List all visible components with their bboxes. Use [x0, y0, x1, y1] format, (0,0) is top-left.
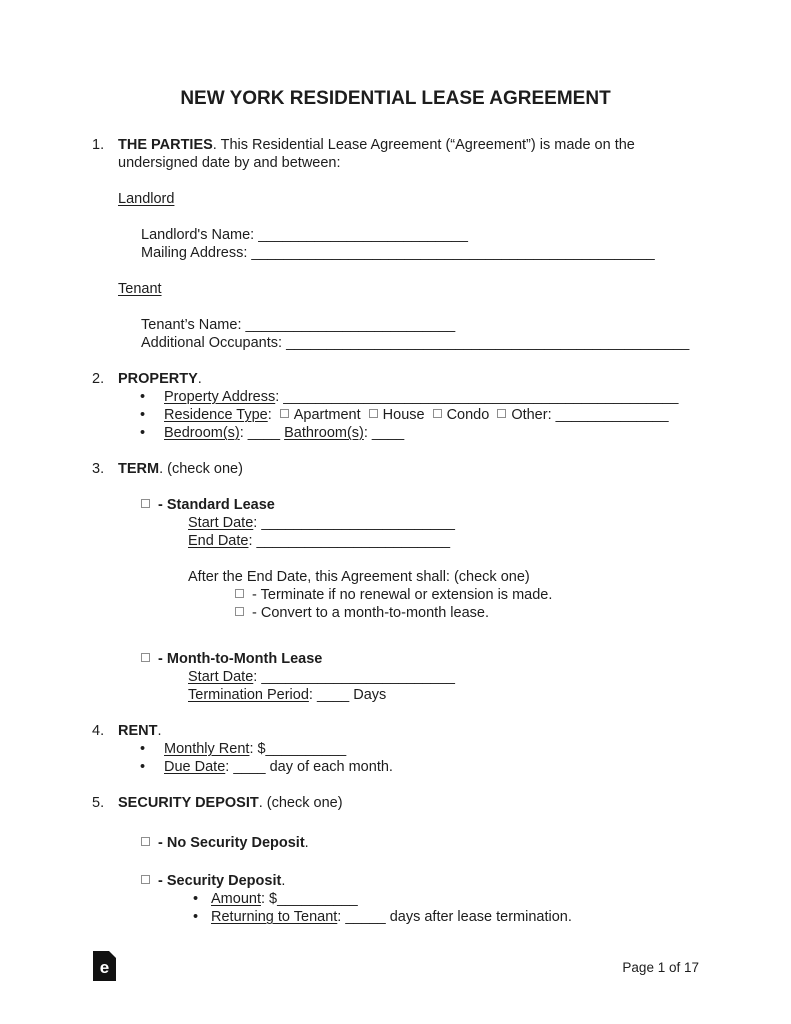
- bullet-icon: •: [140, 425, 146, 441]
- parties-intro-text-1: . This Residential Lease Agreement (“Agreement”) is made on the: [212, 137, 635, 153]
- termination-period-blank: : ____ Days: [308, 687, 387, 703]
- bathrooms-label: Bathroom(s): [284, 425, 364, 441]
- bullet-icon: •: [140, 407, 146, 423]
- standard-lease-label: - Standard Lease: [158, 497, 275, 513]
- deposit-amount-blank: : $__________: [260, 891, 358, 907]
- condo-checkbox: [433, 409, 442, 418]
- returning-to-tenant-line: [193, 908, 699, 926]
- section-parties-number: 1.: [92, 137, 105, 153]
- section-rent-heading: RENT: [118, 723, 158, 739]
- section-term-heading-suffix: . (check one): [159, 461, 243, 477]
- convert-option-line: [235, 604, 699, 622]
- section-security-deposit: [92, 794, 699, 812]
- residence-type-label: Residence Type: [164, 407, 268, 423]
- no-security-deposit-option-line: [141, 834, 699, 852]
- property-address-blank: : _________________________________________________: [275, 389, 679, 405]
- residence-type-line: [140, 406, 699, 424]
- section-property-heading-line: [118, 370, 202, 388]
- mtm-start-date-line: [188, 668, 699, 686]
- property-address-line: [140, 388, 699, 406]
- additional-occupants-label: Additional Occupants: [141, 335, 279, 351]
- parties-intro-line-1: [118, 136, 635, 154]
- tenant-name-blank: : __________________________: [237, 317, 456, 333]
- security-deposit-option-line: [141, 872, 699, 890]
- tenant-name-label: Tenant’s Name: [141, 317, 238, 333]
- bullet-icon: •: [193, 909, 199, 925]
- apartment-option-label: Apartment: [293, 407, 361, 423]
- section-security-deposit-heading-suffix: . (check one): [258, 795, 343, 811]
- termination-period-line: [188, 686, 699, 704]
- monthly-rent-line: [140, 740, 699, 758]
- due-date-line: [140, 758, 699, 776]
- security-deposit-checkbox: [141, 875, 150, 884]
- landlord-name-blank: : __________________________: [250, 227, 468, 243]
- section-term: [92, 460, 699, 478]
- termination-period-label: Termination Period: [188, 687, 309, 703]
- bedrooms-label: Bedroom(s): [164, 425, 240, 441]
- mtm-start-date-label: Start Date: [188, 669, 254, 685]
- additional-occupants-line: [141, 334, 699, 352]
- additional-occupants-blank: : __________________________________________________: [278, 335, 690, 351]
- section-term-heading: TERM: [118, 461, 160, 477]
- bathrooms-blank: : ____: [363, 425, 405, 441]
- convert-option-label: - Convert to a month-to-month lease.: [252, 605, 489, 621]
- landlord-name-line: [141, 226, 699, 244]
- property-address-label: Property Address: [164, 389, 276, 405]
- page-number-label: Page 1 of 17: [622, 960, 699, 975]
- other-checkbox: [497, 409, 506, 418]
- terminate-checkbox: [235, 589, 244, 598]
- section-rent-heading-line: [118, 722, 162, 740]
- deposit-amount-line: [193, 890, 699, 908]
- tenant-heading: Tenant: [118, 281, 162, 297]
- month-to-month-option-line: [141, 650, 699, 668]
- terminate-option-line: [235, 586, 699, 604]
- due-date-blank: : ____ day of each month.: [225, 759, 393, 775]
- bullet-icon: •: [193, 891, 199, 907]
- other-option-blank: : ______________: [547, 407, 669, 423]
- month-to-month-checkbox: [141, 653, 150, 662]
- standard-start-date-line: [188, 514, 699, 532]
- monthly-rent-label: Monthly Rent: [164, 741, 250, 757]
- section-security-deposit-number: 5.: [92, 795, 105, 811]
- deposit-amount-label: Amount: [211, 891, 261, 907]
- page-title: NEW YORK RESIDENTIAL LEASE AGREEMENT: [180, 88, 611, 109]
- no-security-deposit-suffix: .: [304, 835, 309, 851]
- other-option-label: Other: [511, 407, 548, 423]
- house-option-label: House: [382, 407, 425, 423]
- section-rent-number: 4.: [92, 723, 105, 739]
- section-parties-body: [118, 136, 635, 172]
- bedrooms-bathrooms-line: [140, 424, 699, 442]
- standard-lease-option-line: [141, 496, 699, 514]
- section-property-number: 2.: [92, 371, 105, 387]
- section-property: [92, 370, 699, 388]
- security-deposit-label: - Security Deposit: [158, 873, 282, 889]
- residence-type-colon: :: [267, 407, 272, 423]
- mailing-address-blank: : __________________________________________________: [243, 245, 655, 261]
- bedrooms-blank: : ____: [239, 425, 285, 441]
- house-checkbox: [369, 409, 378, 418]
- landlord-heading: Landlord: [118, 191, 175, 207]
- start-date-label: Start Date: [188, 515, 254, 531]
- section-property-heading-suffix: .: [197, 371, 202, 387]
- returning-to-tenant-blank: : _____ days after lease termination.: [337, 909, 572, 925]
- mailing-address-label: Mailing Address: [141, 245, 244, 261]
- standard-lease-checkbox: [141, 499, 150, 508]
- section-parties-heading: THE PARTIES: [118, 137, 213, 153]
- section-parties: [92, 136, 699, 172]
- section-rent-heading-suffix: .: [157, 723, 162, 739]
- bullet-icon: •: [140, 741, 146, 757]
- end-date-blank: : ________________________: [248, 533, 451, 549]
- section-term-number: 3.: [92, 461, 105, 477]
- security-deposit-suffix: .: [281, 873, 286, 889]
- condo-option-label: Condo: [446, 407, 490, 423]
- monthly-rent-blank: : $__________: [249, 741, 347, 757]
- apartment-checkbox: [280, 409, 289, 418]
- section-property-heading: PROPERTY: [118, 371, 198, 387]
- bullet-icon: •: [140, 389, 146, 405]
- section-security-deposit-heading: SECURITY DEPOSIT: [118, 795, 259, 811]
- parties-intro-line-2: undersigned date by and between:: [118, 155, 341, 171]
- tenant-name-line: [141, 316, 699, 334]
- returning-to-tenant-label: Returning to Tenant: [211, 909, 338, 925]
- standard-end-date-line: [188, 532, 699, 550]
- due-date-label: Due Date: [164, 759, 226, 775]
- eforms-logo: [93, 951, 116, 981]
- landlord-mailing-address-line: [141, 244, 699, 262]
- month-to-month-label: - Month-to-Month Lease: [158, 651, 323, 667]
- landlord-name-label: Landlord's Name: [141, 227, 251, 243]
- no-security-deposit-checkbox: [141, 837, 150, 846]
- mtm-start-date-blank: : ________________________: [253, 669, 455, 685]
- section-rent: [92, 722, 699, 740]
- start-date-blank: : ________________________: [253, 515, 455, 531]
- section-security-deposit-heading-line: [118, 794, 343, 812]
- section-term-heading-line: [118, 460, 243, 478]
- bullet-icon: •: [140, 759, 146, 775]
- after-end-date-line: After the End Date, this Agreement shall: (check one): [188, 569, 530, 585]
- no-security-deposit-label: - No Security Deposit: [158, 835, 305, 851]
- eforms-logo-letter: e: [99, 957, 110, 977]
- convert-checkbox: [235, 607, 244, 616]
- end-date-label: End Date: [188, 533, 249, 549]
- terminate-option-label: - Terminate if no renewal or extension is made.: [252, 587, 553, 603]
